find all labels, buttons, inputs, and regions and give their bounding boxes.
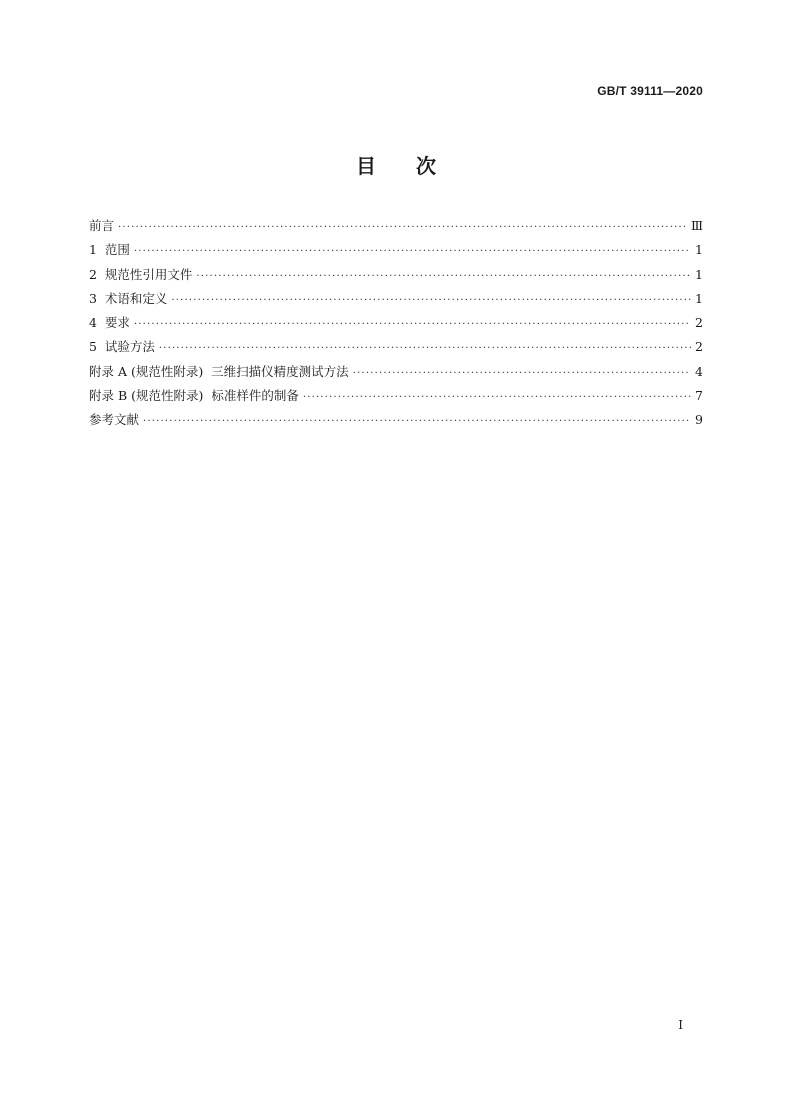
toc-entry-page: 2 — [695, 339, 703, 355]
toc-entry-annex-a[interactable] — [89, 362, 703, 386]
toc-entry-label: 1 范围 — [89, 242, 130, 258]
dot-leader — [171, 295, 691, 306]
dot-leader — [303, 392, 691, 403]
toc-entry-foreword[interactable] — [89, 216, 703, 240]
toc-entry-label: 前言 — [89, 218, 115, 233]
toc-entry-terms-definitions[interactable] — [89, 289, 703, 313]
dot-leader — [196, 271, 691, 282]
dot-leader — [134, 246, 691, 257]
toc-entry-label: 参考文献 — [89, 412, 140, 428]
dot-leader — [353, 368, 691, 379]
toc-entry-page: 7 — [695, 388, 703, 404]
toc-entry-scope[interactable] — [89, 240, 703, 264]
toc-entry-label: 3 术语和定义 — [89, 290, 168, 306]
dot-leader — [134, 319, 691, 330]
toc-entry-page: 4 — [695, 363, 703, 379]
dot-leader — [143, 416, 691, 427]
toc-entry-page: 1 — [695, 266, 703, 282]
toc-entry-page: 2 — [695, 315, 703, 331]
page-number: I — [678, 1018, 683, 1032]
toc-entry-label: 4 要求 — [89, 315, 130, 331]
toc-entry-test-methods[interactable] — [89, 337, 703, 361]
dot-leader — [118, 222, 687, 233]
toc-entry-label: 附录 A (规范性附录) 三维扫描仪精度测试方法 — [89, 363, 349, 379]
table-of-contents — [89, 216, 703, 435]
toc-entry-label: 5 试验方法 — [89, 339, 155, 355]
toc-entry-page: 9 — [695, 412, 703, 428]
standard-code: GB/T 39111—2020 — [597, 84, 703, 98]
dot-leader — [159, 343, 691, 354]
toc-entry-page: 1 — [695, 242, 703, 258]
toc-entry-page: Ⅲ — [690, 218, 703, 233]
toc-entry-normative-references[interactable] — [89, 265, 703, 289]
toc-entry-bibliography[interactable] — [89, 410, 703, 434]
page-title: 目次 — [356, 154, 476, 178]
toc-entry-requirements[interactable] — [89, 313, 703, 337]
toc-entry-page: 1 — [695, 290, 703, 306]
toc-entry-label: 附录 B (规范性附录) 标准样件的制备 — [89, 388, 299, 404]
toc-entry-label: 2 规范性引用文件 — [89, 266, 193, 282]
toc-entry-annex-b[interactable] — [89, 386, 703, 410]
